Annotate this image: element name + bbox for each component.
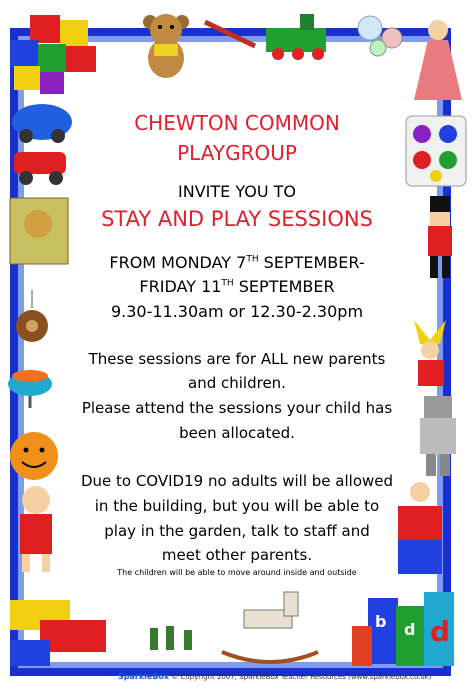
covid-line: play in the garden, talk to staff and bbox=[104, 522, 370, 540]
book-letter: d bbox=[404, 620, 416, 639]
invite-text: INVITE YOU TO bbox=[178, 182, 296, 201]
title-line-2: PLAYGROUP bbox=[177, 141, 297, 165]
footer-copyright: SparkleBox © Copyright 2007, SparkleBox Teacher Resources (www.sparklebox.co.uk) bbox=[118, 672, 432, 681]
title-line-1: CHEWTON COMMON bbox=[134, 111, 340, 135]
marbles-icon bbox=[358, 16, 402, 56]
dates-line-2: FRIDAY 11TH SEPTEMBER bbox=[139, 277, 335, 296]
book-letter-large: d bbox=[430, 615, 451, 648]
covid-line: Due to COVID19 no adults will be allowed bbox=[80, 472, 394, 490]
lego-bricks-icon bbox=[10, 600, 106, 666]
dates-line-1: FROM MONDAY 7TH SEPTEMBER- bbox=[109, 253, 365, 272]
stick-icon bbox=[205, 22, 255, 46]
info-line: Please attend the sessions your child has bbox=[81, 399, 393, 417]
small-note: The children will be able to move around inside and outside bbox=[117, 568, 357, 577]
green-soldiers-icon bbox=[150, 626, 192, 650]
covid-line: meet other parents. bbox=[161, 546, 313, 564]
info-line: These sessions are for ALL new parents bbox=[88, 350, 386, 368]
session-times: 9.30-11.30am or 12.30-2.30pm bbox=[110, 302, 364, 321]
book-letter: b bbox=[375, 612, 387, 631]
toy-train-icon bbox=[266, 14, 326, 60]
princess-doll-icon bbox=[414, 20, 462, 100]
info-line: been allocated. bbox=[179, 424, 295, 442]
rocking-horse-icon bbox=[222, 592, 318, 662]
covid-line: in the building, but you will be able to bbox=[94, 497, 380, 515]
info-line: and children. bbox=[188, 374, 286, 392]
headline: STAY AND PLAY SESSIONS bbox=[101, 207, 373, 231]
building-blocks-icon bbox=[10, 15, 96, 94]
sparklebox-logo: SparkleBox bbox=[118, 672, 170, 681]
teddy-bear-icon bbox=[143, 14, 189, 78]
